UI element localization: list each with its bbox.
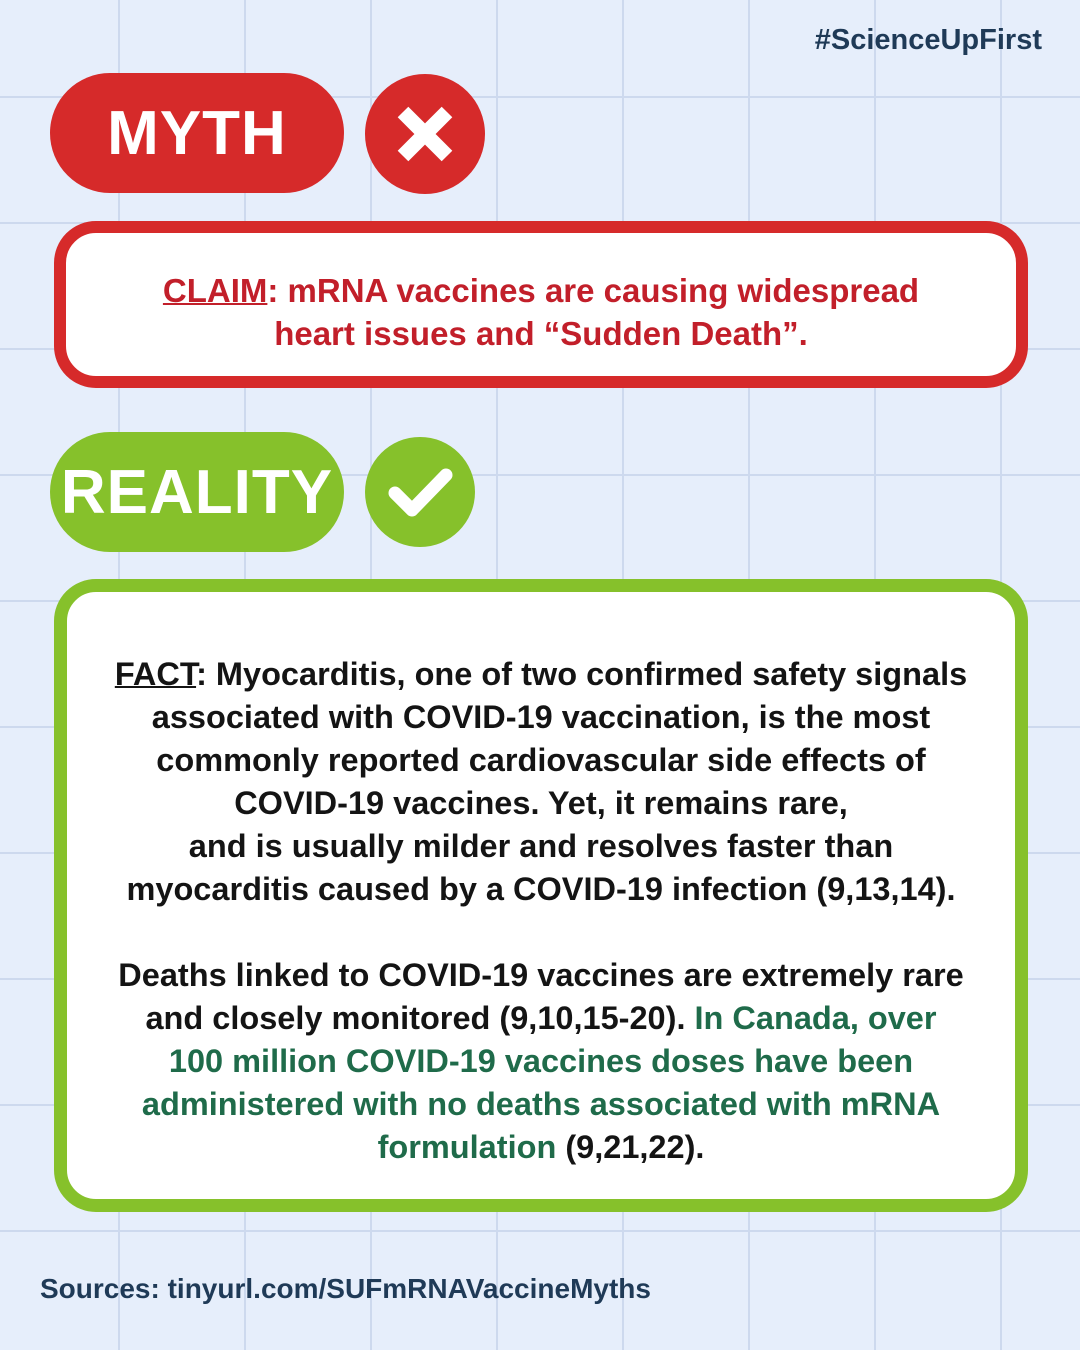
claim-text-1: : mRNA vaccines are causing widespread: [267, 272, 920, 309]
fact-line-4: COVID-19 vaccines. Yet, it remains rare,: [234, 785, 848, 821]
hashtag: #ScienceUpFirst: [814, 24, 1042, 56]
reality-label: REALITY: [60, 457, 334, 527]
reality-badge: [50, 432, 344, 552]
fact-line-5: and is usually milder and resolves faster than: [188, 828, 894, 864]
myth-label: MYTH: [107, 98, 287, 168]
fact-line-6: myocarditis caused by a COVID-19 infection (9,13,14).: [126, 871, 956, 907]
deaths-text-2a: and closely monitored (9,10,15-20).: [145, 1000, 686, 1036]
canada-line-5: [97, 1126, 985, 1169]
deaths-line-1: Deaths linked to COVID-19 vaccines are extremely rare: [118, 957, 964, 993]
canada-text-2b: In Canada, over: [685, 1000, 937, 1036]
myth-badge: [50, 73, 344, 193]
claim-prefix: CLAIM: [162, 272, 268, 309]
deaths-line-2: [97, 997, 985, 1040]
canada-text-5a: formulation: [377, 1129, 557, 1165]
refs-text-5b: (9,21,22).: [556, 1129, 705, 1165]
fact-card: [54, 579, 1028, 1212]
checkmark-icon: [365, 437, 475, 547]
canada-line-4: administered with no deaths associated with mRNA: [141, 1086, 941, 1122]
fact-line-3: commonly reported cardiovascular side effects of: [156, 742, 926, 778]
claim-card: [54, 221, 1028, 388]
fact-prefix: FACT: [114, 656, 197, 692]
canada-line-3: 100 million COVID-19 vaccines doses have been: [168, 1043, 914, 1079]
x-mark-icon: [365, 74, 485, 194]
fact-line-1: [97, 653, 985, 696]
claim-line-1: [156, 269, 926, 312]
fact-text-1: : Myocarditis, one of two confirmed safety signals: [196, 656, 968, 692]
fact-line-2: associated with COVID-19 vaccination, is the most: [151, 699, 931, 735]
sources-link[interactable]: Sources: tinyurl.com/SUFmRNAVaccineMyths: [40, 1273, 651, 1304]
claim-line-2: heart issues and “Sudden Death”.: [274, 315, 808, 352]
